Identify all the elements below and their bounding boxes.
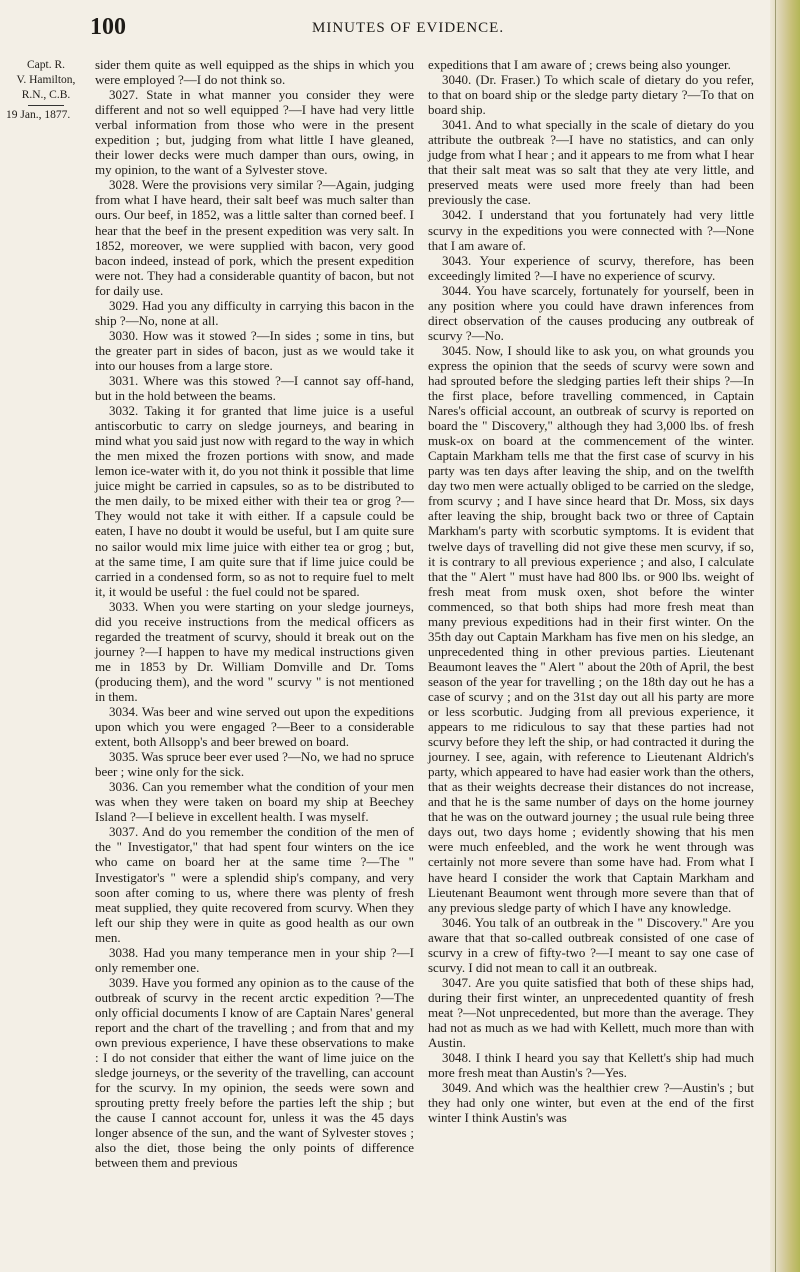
paragraph: 3030. How was it stowed ?—In sides ; some in tins, but the greater part in sides of bacon, just as we would take it into our houses from a large store. xyxy=(95,327,414,373)
left-column xyxy=(95,57,414,1170)
running-title: MINUTES OF EVIDENCE. xyxy=(312,20,505,36)
paragraph: 3040. (Dr. Fraser.) To which scale of dietary do you refer, to that on board ship or the sledge party dietary ?—To that on board ship. xyxy=(428,72,754,118)
paragraph: 3027. State in what manner you consider they were different and not so well equipped ?—I have had very little verbal information from those who were in the present expedition ; but, judging from what little I have gleaned, their lower decks were much damper than ours, owing, in my opinion, to the want of a Sylvester stove. xyxy=(95,87,414,178)
paragraph: 3035. Was spruce beer ever used ?—No, we had no spruce beer ; wine only for the sick. xyxy=(95,749,414,780)
paragraph: 3033. When you were starting on your sledge journeys, did you receive instructions from the medical officers as regarded the treatment of scurvy, should it break out on the journey ?—I happen to have my medical instructions given me in 1853 by Dr. William Domville and Dr. Toms (producing them), and the word " scurvy " is not mentioned in them. xyxy=(95,598,414,704)
paragraph: 3047. Are you quite satisfied that both of these ships had, during their first winter, an unprecedented quantity of fresh meat ?—Not unprecedented, but more than the average. They had not as much as we had with Kellett, much more than with Austin. xyxy=(428,974,754,1051)
paragraph: sider them quite as well equipped as the ships in which you were employed ?—I do not think so. xyxy=(95,57,414,88)
hearing-date: 19 Jan., 1877. xyxy=(6,109,71,121)
page-header xyxy=(0,14,800,44)
paragraph: 3028. Were the provisions very similar ?—Again, judging from what I have heard, their salt beef was much salter than ours. Our beef, in 1852, was a little salter than corned beef. I hear that the beef in the present expedition was very salt. In 1852, moreover, we were supplied with bacon, very good bacon indeed, instead of pork, which the present expedition were not. They had a considerable quantity of bacon, but not for daily use. xyxy=(95,177,414,298)
witness-name-line2: V. Hamilton, xyxy=(16,74,76,86)
margin-notes xyxy=(4,58,88,123)
paragraph: 3042. I understand that you fortunately had very little scurvy in the expeditions you were connected with ?—None that I am aware of. xyxy=(428,207,754,253)
paragraph: 3031. Where was this stowed ?—I cannot say off-hand, but in the hold between the beams. xyxy=(95,372,414,404)
witness-name-line3: R.N., C.B. xyxy=(21,89,71,101)
page-edge-line xyxy=(775,0,776,1272)
paragraph: 3037. And do you remember the condition of the men of the " Investigator," that had spent four winters on the ice who came on board her at the same time ?—The " Investigator's " were a splendid ship's company, and very soon after coming to us, where there was plenty of fresh meat supplied, they quite recovered from scurvy. When they left our ship they were in quite as good health as our own men. xyxy=(95,824,414,945)
paragraph: 3049. And which was the healthier crew ?—Austin's ; but they had only one winter, but even at the end of the first winter I think Austin's was xyxy=(428,1080,754,1126)
paragraph: 3046. You talk of an outbreak in the " Discovery." Are you aware that that so-called outbreak consisted of one case of scurvy in a crew of fifty-two ?—I meant to say one case of scurvy. I did not mean to call it an outbreak. xyxy=(428,914,754,975)
margin-rule xyxy=(28,105,64,106)
paragraph: 3045. Now, I should like to ask you, on what grounds you express the opinion that the seeds of scurvy were sown and had sprouted before the sledging parties left their ships ?—In the first place, before travelling commenced, in Captain Nares's official account, an outbreak of scurvy is reported on board the " Discovery," although they had 3,000 lbs. of fresh musk-ox on board at the commencement of the winter. Captain Markham tells me that the first case of scurvy in his party was ten days after leaving the ship, and on the twelfth day two men were actually obliged to be carried on the sledge, from scurvy ; and I have since heard that Dr. Moss, six days after leaving the ship, brought back two or three of Captain Markham's party with scorbutic symptoms. It is evident that twelve days of travelling did not give these men scurvy, if so, it is contrary to all previous experience ; and also, I calculate that the " Alert " must have had 800 lbs. or 900 lbs. weight of fresh meat from musk oxen, shot before the winter commenced, so that both ships had more fresh meat than many previous expeditions had in their first winter. On the 35th day out Captain Markham has five men on his sledge, an unprecedented thing in other previous parties. Lieutenant Beaumont leaves the " Alert " about the 20th of April, the best season of the year for travelling ; on the 18th day out he has a case of scurvy ; and on the 31st day out all his party are more or less scorbutic. Judging from all previous experience, it appears to me ridiculous to say that these parties had not scurvy before they left the ship, or had contracted it during the journey. I see, again, with reference to Lieutenant Aldrich's party, which appeared to have had easier work than the others, that as their weights decrease their distances do not increase, and that he is the same number of days on the home journey that he was on the outward journey ; the usual rule being three days out, two days home ; evidently showing that his men were much enfeebled, and the work he went through was certainly not more severe than some have had. From what I have heard I consider the work that Captain Markham and Lieutenant Beaumont went through more severe than that of any previous sledge party of which I have any knowledge. xyxy=(428,342,754,915)
paragraph: 3034. Was beer and wine served out upon the expeditions upon which you were engaged ?—Beer to a considerable extent, both Allsopp's and beer brewed on board. xyxy=(95,704,414,750)
paragraph: 3036. Can you remember what the condition of your men was when they were taken on board my ship at Beechey Island ?—I believe in excellent health. I was myself. xyxy=(95,779,414,825)
paragraph: 3029. Had you any difficulty in carrying this bacon in the ship ?—No, none at all. xyxy=(95,297,414,328)
paragraph: 3048. I think I heard you say that Kellett's ship had much more fresh meat than Austin's ?—Yes. xyxy=(428,1050,754,1081)
paragraph: 3043. Your experience of scurvy, therefore, has been exceedingly limited ?—I have no experience of scurvy. xyxy=(428,252,754,283)
paragraph: 3032. Taking it for granted that lime juice is a useful antiscorbutic to carry on sledge journeys, and bearing in mind what you said just now with regard to the way in which the men mixed the frozen portions with snow, and made lemon ice-water with it, do you not think it possible that lime juice might be carried in capsules, so as to be distributed to the men daily, to be mixed either with their tea or grog ?—They would not take it with either. If a capsule could be eaten, I have no doubt it would be useful, but I am quite sure no sailor would mix lime juice with either tea or grog ; but, at the same time, I am quite sure that if lime juice could be carried in a condensed form, so as not to require fuel to melt it, it would be useful : the fuel could not be spared. xyxy=(95,403,414,599)
paragraph: expeditions that I am aware of ; crews being also younger. xyxy=(428,57,731,72)
witness-name-line1: Capt. R. xyxy=(26,59,65,71)
paragraph: 3041. And to what specially in the scale of dietary do you attribute the outbreak ?—I have no statistics, and can only judge from what I hear ; and it appears to me from what I hear that their salt meat was so salt that they ate very little, and preserved meats were used more freely than had been previously the case. xyxy=(428,117,754,208)
paragraph: 3039. Have you formed any opinion as to the cause of the outbreak of scurvy in the recent arctic expedition ?—The only official documents I know of are Captain Nares' general report and the chart of the travelling ; and from that and my own previous experience, I have these observations to make : I do not consider that either the want of lime juice on the sledge journeys, or the severity of the travelling, can account for the scurvy. In my opinion, the seeds were sown and sprouting pretty freely before the parties left the ship ; but the cause I cannot account for, unless it was the 45 days longer absence of the sun, and the want of Sylvester stoves ; also the diet, those being the only points of difference between them and previous xyxy=(95,974,414,1171)
paragraph: 3038. Had you many temperance men in your ship ?—I only remember one. xyxy=(95,944,414,975)
paragraph: 3044. You have scarcely, fortunately for yourself, been in any position where you could have drawn inferences from direct observation of the causes producing any outbreak of scurvy ?—No. xyxy=(428,282,754,343)
page-number: 100 xyxy=(90,14,126,40)
right-column xyxy=(428,57,754,1125)
